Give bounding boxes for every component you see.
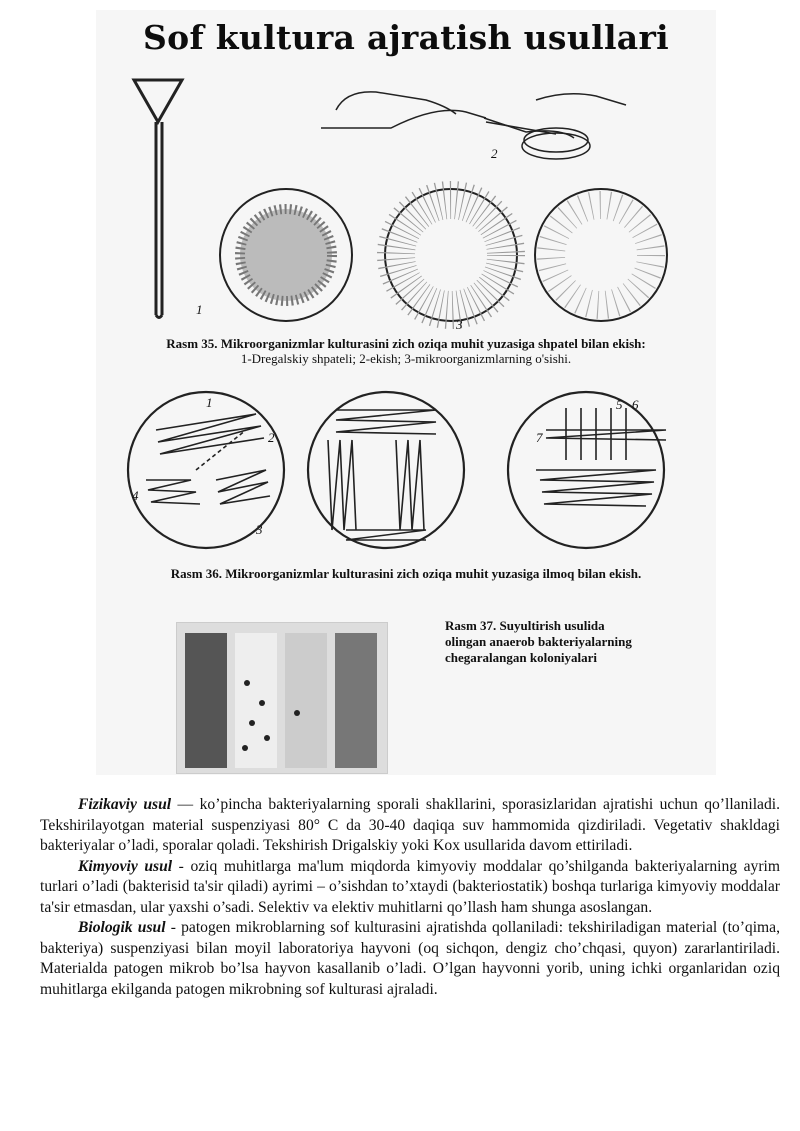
growth-plates bbox=[220, 189, 667, 321]
caption-rasm-35-head: Rasm 35. Mikroorganizmlar kulturasini zich oziqa muhit yuzasiga shpatel bilan ekish: bbox=[166, 336, 646, 351]
caption-rasm-37-line: Rasm 37. Suyultirish usulida bbox=[445, 618, 605, 633]
paragraph-text: — ko’pincha bakteriyalarning sporali shakllarini, sporasizlaridan ajratishi uchun qo’llaniladi. Tekshirilayotgan material suspenziyasi 80° C da 30-40 daqiqa suv hammomida qizdiriladi. Vegetativ shakldagi bakteriyalar o’ladi, sporalar qoladi. Tekshirish Drigalskiy yoki Kox usullarida davom ettiriladi. bbox=[40, 796, 780, 854]
label-spatula: 1 bbox=[196, 302, 203, 317]
label-inoculation: 2 bbox=[491, 146, 498, 161]
caption-rasm-37-line: chegaralangan koloniyalari bbox=[445, 650, 598, 665]
figure-panel bbox=[96, 10, 716, 775]
term-chemical-method: Kimyoviy usul bbox=[78, 857, 173, 875]
test-tubes-photo bbox=[176, 622, 388, 774]
streak-number: 4 bbox=[132, 488, 139, 503]
body-text bbox=[40, 795, 780, 1000]
caption-rasm-37-line: olingan anaerob bakteriyalarning bbox=[445, 634, 632, 649]
term-physical-method: Fizikaviy usul bbox=[78, 796, 172, 813]
paragraph-text: - oziq muhitlarga ma'lum miqdorda kimyoviy moddalar qo’shilganda bakteriyalarning ayrim turlari o’ladi (bakterisid ta'sir qiladi) ayrimi – o’sishdan to’xtaydi (bakteriostatik) boshqa turlariga kimyoviy moddalar ta'sir etmasdan, ular yaxshi o’sadi. Selektiv va elektiv muhitlarni qo’llash ham shunga asoslangan. bbox=[40, 857, 780, 916]
caption-rasm-35 bbox=[96, 336, 716, 366]
caption-rasm-36: Rasm 36. Mikroorganizmlar kulturasini zich oziqa muhit yuzasiga ilmoq bilan ekish. bbox=[170, 566, 642, 581]
paragraph-biological-method bbox=[40, 918, 780, 1000]
streak-number: 1 bbox=[206, 395, 213, 410]
paragraph-physical-method bbox=[40, 795, 780, 857]
caption-rasm-37 bbox=[445, 618, 705, 666]
hand-inoculation-drawing bbox=[321, 92, 626, 159]
streak-number: 5 bbox=[616, 397, 623, 412]
streak-number: 6 bbox=[632, 397, 639, 412]
page-title: Sof kultura ajratish usullari bbox=[143, 18, 669, 57]
streak-plates bbox=[128, 392, 666, 548]
caption-rasm-35-sub: 1-Dregalskiy shpateli; 2-ekish; 3-mikroorganizmlarning o'sishi. bbox=[240, 351, 572, 366]
spatula-drawing bbox=[134, 80, 182, 318]
streak-number: 7 bbox=[536, 430, 543, 445]
streak-number: 2 bbox=[268, 430, 275, 445]
term-biological-method: Biologik usul bbox=[78, 919, 166, 936]
streak-number: 3 bbox=[256, 522, 263, 537]
label-growth: 3 bbox=[456, 317, 463, 332]
test-tubes-image bbox=[177, 623, 387, 773]
paragraph-chemical-method bbox=[40, 857, 780, 919]
paragraph-text: - patogen mikroblarning sof kulturasini ajratishda qollaniladi: tekshiriladigan material (to’qima, bakteriya) suspenziyasi bilan moyil laboratoriya hayvoni (oq sichqon, dengiz cho’chqasi, quyon) zararlantiriladi. Materialda patogen mikrob bo’lsa hayvon kasallanib o’ladi. O’lgan hayvonni yorib, uning ichki organlaridan oziq muhitlarga ekilganda patogen mikrobning sof kulturasi ajraladi. bbox=[40, 919, 780, 998]
